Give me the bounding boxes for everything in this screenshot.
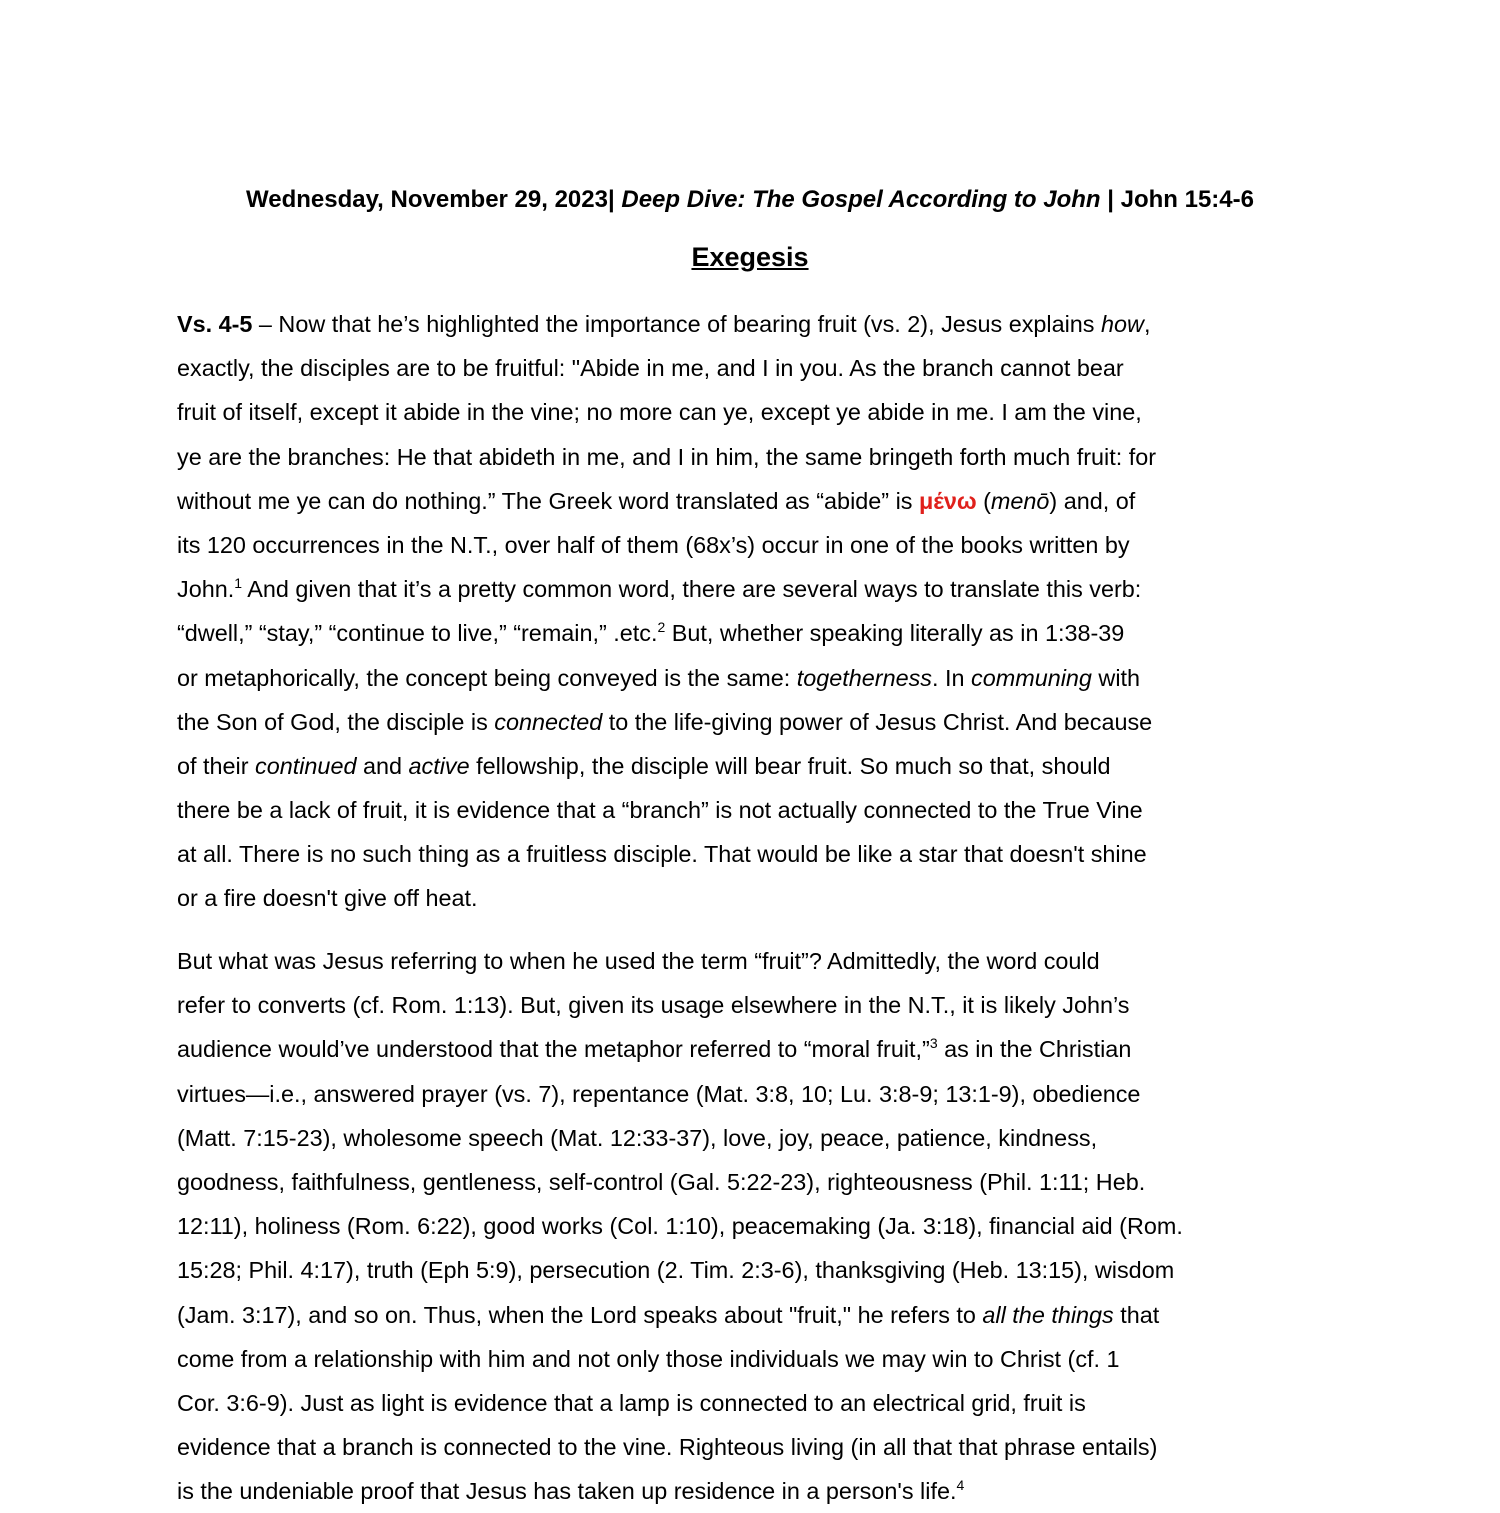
text-run: evidence that a branch is connected to the vine. Righteous living (in all that that phrase entails) xyxy=(177,1434,1158,1461)
text-run: its 120 occurrences in the N.T., over half of them (68x’s) occur in one of the books written by xyxy=(177,531,1130,558)
italic-text: continued xyxy=(255,752,357,779)
text-line xyxy=(177,1116,1327,1160)
text-line xyxy=(177,479,1327,523)
footnote-ref: 3 xyxy=(929,1035,938,1052)
text-line xyxy=(177,346,1327,390)
text-line xyxy=(177,1425,1327,1469)
text-run: or metaphorically, the concept being conveyed is the same: xyxy=(177,664,797,691)
text-run: But what was Jesus referring to when he used the term “fruit”? Admittedly, the word could xyxy=(177,948,1100,974)
text-run: with xyxy=(1091,664,1141,691)
text-line xyxy=(177,567,1327,611)
text-line xyxy=(177,1469,1327,1513)
bold-text: Vs. 4-5 xyxy=(177,311,253,337)
text-run: or a fire doesn't give off heat. xyxy=(177,885,478,912)
section-title: Exegesis xyxy=(691,242,809,272)
text-line xyxy=(177,700,1327,744)
text-run: 12:11), holiness (Rom. 6:22), good works (Col. 1:10), peacemaking (Ja. 3:18), financial aid (Rom. xyxy=(177,1213,1183,1240)
text-line xyxy=(177,435,1327,479)
text-run: , xyxy=(1143,311,1151,337)
document-header xyxy=(0,186,1500,214)
text-run: ( xyxy=(976,487,991,514)
paragraph-1 xyxy=(177,302,1327,921)
italic-text: togetherness xyxy=(796,664,933,691)
text-run: fruit of itself, except it abide in the vine; no more can ye, except ye abide in me. I am the vine, xyxy=(177,399,1142,426)
text-run: virtues—i.e., answered prayer (vs. 7), repentance (Mat. 3:8, 10; Lu. 3:8-9; 13:1-9), obedience xyxy=(177,1080,1141,1107)
text-line xyxy=(177,1248,1327,1292)
text-run: as in the Christian xyxy=(937,1036,1132,1063)
text-run: But, whether speaking literally as in 1:38-39 xyxy=(665,620,1125,647)
header-date: Wednesday, November 29, 2023 xyxy=(246,186,608,213)
text-line xyxy=(177,1337,1327,1381)
text-line xyxy=(177,876,1327,920)
text-run: John. xyxy=(177,576,235,603)
text-run: fellowship, the disciple will bear fruit. So much so that, should xyxy=(469,752,1111,779)
text-run: And given that it’s a pretty common word, there are several ways to translate this verb: xyxy=(242,576,1142,603)
text-line xyxy=(177,1381,1327,1425)
text-run: 15:28; Phil. 4:17), truth (Eph 5:9), persecution (2. Tim. 2:3-6), thanksgiving (Heb. 13:15), wisdom xyxy=(177,1257,1175,1284)
text-line xyxy=(177,832,1327,876)
text-run: . In xyxy=(932,664,972,691)
paragraph-2 xyxy=(177,939,1327,1513)
text-line xyxy=(177,390,1327,434)
header-series: Deep Dive: The Gospel According to John xyxy=(621,186,1101,213)
text-line xyxy=(177,788,1327,832)
text-run: come from a relationship with him and not only those individuals we may win to Christ (cf. 1 xyxy=(177,1345,1120,1372)
text-line xyxy=(177,611,1327,655)
text-line xyxy=(177,1293,1327,1337)
text-run: and xyxy=(356,752,409,779)
text-run: audience would’ve understood that the metaphor referred to “moral fruit,” xyxy=(177,1036,930,1063)
text-line xyxy=(177,1160,1327,1204)
text-run: Cor. 3:6-9). Just as light is evidence that a lamp is connected to an electrical grid, fruit is xyxy=(177,1389,1086,1416)
text-run: at all. There is no such thing as a fruitless disciple. That would be like a star that doesn't shine xyxy=(177,841,1147,868)
italic-text: active xyxy=(408,752,470,779)
text-run: goodness, faithfulness, gentleness, self-control (Gal. 5:22-23), righteousness (Phil. 1:11; Heb. xyxy=(177,1168,1146,1195)
text-line xyxy=(177,744,1327,788)
text-run: is the undeniable proof that Jesus has taken up residence in a person's life. xyxy=(177,1478,957,1505)
italic-text: all the things xyxy=(982,1301,1114,1328)
text-run: exactly, the disciples are to be fruitful: "Abide in me, and I in you. As the branch cannot bear xyxy=(177,355,1124,382)
text-line xyxy=(177,939,1327,983)
text-run: of their xyxy=(177,752,256,779)
header-passage: | John 15:4-6 xyxy=(1100,186,1254,213)
footnote-ref: 1 xyxy=(234,575,243,592)
text-run: ye are the branches: He that abideth in me, and I in him, the same bringeth forth much fruit: for xyxy=(177,443,1157,470)
greek-word: μένω xyxy=(918,487,977,514)
text-run: “dwell,” “stay,” “continue to live,” “remain,” .etc. xyxy=(177,620,658,647)
text-run: to the life-giving power of Jesus Christ. And because xyxy=(602,708,1153,735)
text-run: that xyxy=(1113,1301,1160,1328)
text-run: refer to converts (cf. Rom. 1:13). But, given its usage elsewhere in the N.T., it is likely John’s xyxy=(177,992,1130,1019)
italic-text: how xyxy=(1101,311,1144,337)
italic-text: connected xyxy=(494,708,603,735)
text-run: the Son of God, the disciple is xyxy=(177,708,495,735)
text-run: ) and, of xyxy=(1049,487,1136,514)
text-run: (Matt. 7:15-23), wholesome speech (Mat. 12:33-37), love, joy, peace, patience, kindness, xyxy=(177,1124,1098,1151)
text-line xyxy=(177,1027,1327,1071)
footnote-ref: 4 xyxy=(956,1477,965,1494)
text-line xyxy=(177,523,1327,567)
text-line xyxy=(177,656,1327,700)
text-line xyxy=(177,302,1327,346)
text-run: – Now that he’s highlighted the importance of bearing fruit (vs. 2), Jesus explains xyxy=(252,311,1102,337)
text-run: there be a lack of fruit, it is evidence that a “branch” is not actually connected to the True Vine xyxy=(177,797,1143,824)
italic-text: menō xyxy=(990,487,1050,514)
text-run: without me ye can do nothing.” The Greek word translated as “abide” is xyxy=(177,487,919,514)
header-separator: | xyxy=(607,186,622,213)
footnote-ref: 2 xyxy=(657,619,666,636)
text-line xyxy=(177,1072,1327,1116)
italic-text: communing xyxy=(971,664,1092,691)
text-line xyxy=(177,983,1327,1027)
text-run: (Jam. 3:17), and so on. Thus, when the Lord speaks about "fruit," he refers to xyxy=(177,1301,983,1328)
text-line xyxy=(177,1204,1327,1248)
